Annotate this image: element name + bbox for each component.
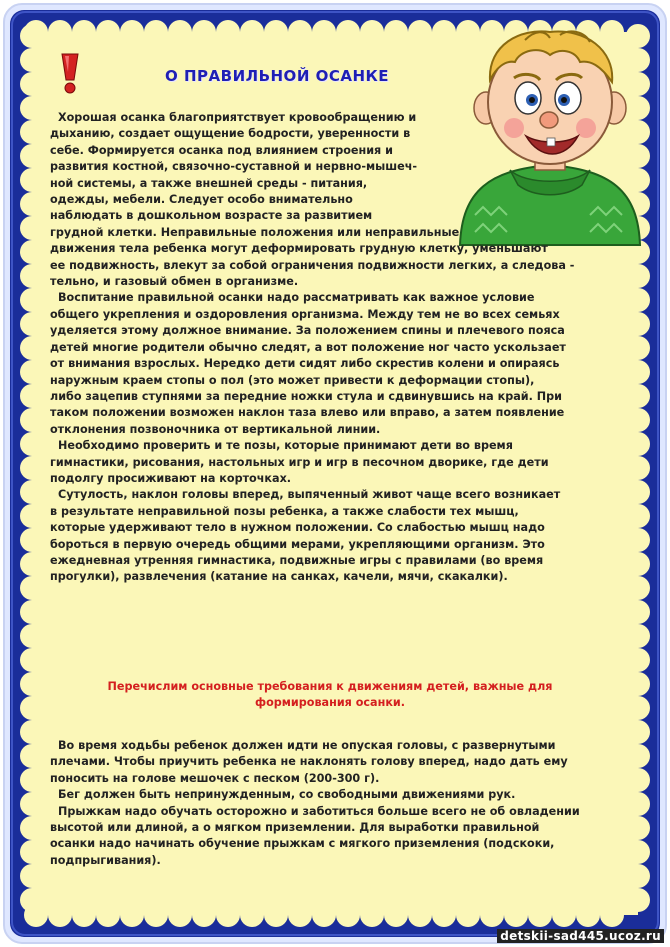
highlight-heading xyxy=(80,679,580,712)
text-line: ее подвижность, влекут за собой ограничения подвижности легких, а следова - xyxy=(50,258,575,272)
text-line: Необходимо проверить и те позы, которые принимают дети во время xyxy=(58,439,513,453)
text-line: движения тела ребенка могут деформировать грудную клетку, уменьшают xyxy=(50,242,548,256)
text-line: развития костной, связочно-суставной и нервно-мышеч- xyxy=(50,160,418,174)
text-line: Бег должен быть непринужденным, со свободными движениями рук. xyxy=(58,788,516,802)
text-line: подолгу просиживают на корточках. xyxy=(50,471,292,485)
text-line: таком положении возможен наклон таза влево или вправо, а затем появление xyxy=(50,406,565,420)
text-line: себе. Формируется осанка под влиянием строения и xyxy=(50,143,393,157)
text-line: либо зацепив ступнями за передние ножки стула и сдвинувшись на край. При xyxy=(50,389,562,403)
text-line: Хорошая осанка благоприятствует кровообращению и xyxy=(58,111,417,124)
text-line: в результате неправильной позы ребенка, а также слабости тех мышц, xyxy=(50,504,519,518)
text-line: прогулки), развлечения (катание на санках, качели, мячи, скакалки). xyxy=(50,570,508,584)
text-line: плечами. Чтобы приучить ребенка не наклонять голову вперед, надо дать ему xyxy=(50,755,568,769)
text-line: отклонения позвоночника от вертикальной линии. xyxy=(50,422,381,436)
text-line: от внимания взрослых. Нередко дети сидят либо скрестив колени и опираясь xyxy=(50,357,560,371)
page-title: О ПРАВИЛЬНОЙ ОСАНКЕ xyxy=(165,67,390,85)
text-line: бороться в первую очередь общими мерами, укрепляющими организм. Это xyxy=(50,537,545,551)
text-line: поносить на голове мешочек с песком (200-300 г). xyxy=(50,771,380,785)
text-line: наружным краем стопы о пол (это может привести к деформации стопы), xyxy=(50,373,535,387)
text-line: ной системы, а также внешней среды - питания, xyxy=(50,176,368,190)
text-line: Воспитание правильной осанки надо рассматривать как важное условие xyxy=(58,291,535,305)
exclamation-icon xyxy=(57,52,83,96)
text-line: тельно, и газовый обмен в организме. xyxy=(50,275,299,289)
site-watermark: detskii-sad445.ucoz.ru xyxy=(497,929,664,943)
text-line: Сутулость, наклон головы вперед, выпяченный живот чаще всего возникает xyxy=(58,488,561,502)
text-line: осанки надо начинать обучение прыжкам с мягкого приземления (подскоки, xyxy=(50,837,555,851)
text-line: Прыжкам надо обучать осторожно и заботиться больше всего не об овладении xyxy=(58,804,580,818)
text-line: общего укрепления и оздоровления организма. Между тем не во всех семьях xyxy=(50,307,560,321)
text-line: высотой или длиной, а о мягком приземлении. Для выработки правильной xyxy=(50,821,540,835)
text-line: грудной клетки. Неправильные положения или неправильные xyxy=(50,225,460,239)
highlight-line: Перечислим основные требования к движениям детей, важные для xyxy=(107,680,553,693)
text-line: подпрыгивания). xyxy=(50,853,161,867)
text-line: гимнастики, рисования, настольных игр и игр в песочном дворике, где дети xyxy=(50,455,549,469)
text-line: ежедневная утренняя гимнастика, подвижные игры с правилами (во время xyxy=(50,553,544,567)
text-line: Во время ходьбы ребенок должен идти не опуская головы, с развернутыми xyxy=(58,739,556,752)
text-line: уделяется этому должное внимание. За положением спины и плечевого пояса xyxy=(50,324,565,338)
text-line: наблюдать в дошкольном возрасте за развитием xyxy=(50,209,373,223)
text-line: детей многие родители обычно следят, а вот положение ног часто ускользает xyxy=(50,340,566,354)
highlight-line: формирования осанки. xyxy=(254,696,406,710)
main-paragraphs xyxy=(50,110,622,586)
bottom-paragraphs xyxy=(50,738,622,869)
text-line: одежды, мебели. Следует особо внимательно xyxy=(50,193,353,207)
text-line: дыханию, создает ощущение бодрости, уверенности в xyxy=(50,127,411,141)
text-line: которые удерживают тело в нужном положении. Со слабостью мышц надо xyxy=(50,521,545,535)
